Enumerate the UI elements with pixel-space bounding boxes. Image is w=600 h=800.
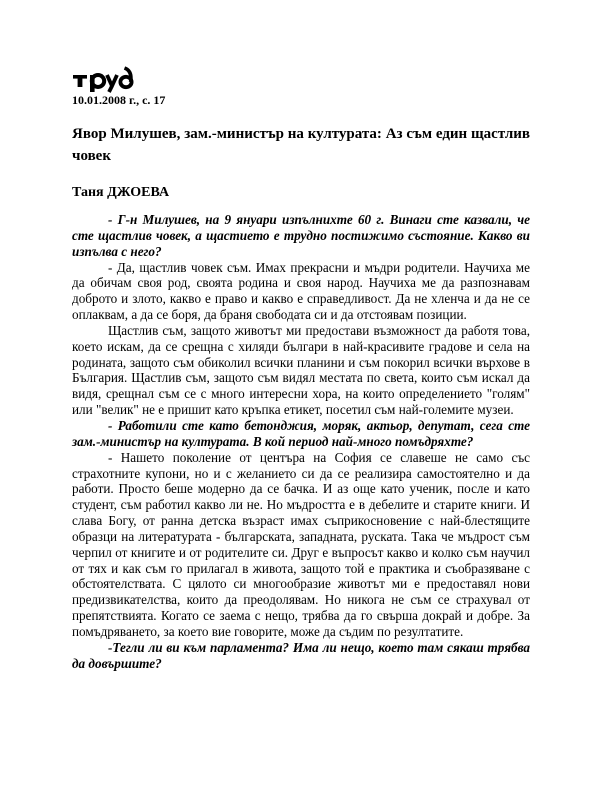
article-body [72, 212, 530, 671]
article-title: Явор Милушев, зам.-министър на културата: Аз съм един щастлив човек [72, 126, 530, 164]
interview-question: -Тегли ли ви към парламента? Има ли нещо, което там сякаш трябва да довършите? [72, 639, 530, 671]
interview-question: - Работили сте като бетонджия, моряк, актьор, депутат, сега сте зам.-министър на културата. В кой период най-много помъдряхте? [72, 417, 530, 449]
article-author: Таня ДЖОЕВА [72, 185, 170, 200]
trud-logo-icon [72, 66, 136, 94]
interview-answer: Щастлив съм, защото животът ми предостави възможност да работя това, което искам, да се срещна с хиляди българи в най-красивите градове и села на родината, защото съм обиколил всички планини и съм покорил всички върхове в България. Щастлив съм, защото съм видял местата по света, които съм искал да видя, срещнал съм се с много интересни хора, на които определението "голям" или "велик" не е пришит като кръпка етикет, посетил съм най-големите музеи. [72, 322, 530, 418]
interview-question: - Г-н Милушев, на 9 януари изпълнихте 60 г. Винаги сте казвали, че сте щастлив човек, а щастието е трудно постижимо състояние. Какво ви изпълва с него? [72, 212, 530, 259]
interview-answer: - Нашето поколение от центъра на София се славеше не само със страхотните купони, но и с желанието си да се реализира самостоятелно и да работи. Просто беше модерно да се бачка. И аз още като ученик, после и като студент, съм работил какво ли не. Но мъдростта е в дебелите и старите книги. И слава Богу, от ранна детска възраст имах съприкосновение с най-блестящите образци на литературата - българската, западната, руската. Така че мъдрост съм черпил от книгите и от родителите си. Друг е въпросът какво и колко съм научил от тях и как съм го прилагал в живота, защото той е практика и съобразяване с обстоятелствата. С цялото си многообразие животът ми е предоставял нови предизвикателства, които да преодолявам. Но никога не съм се страхувал от препятствията. Когато се заема с нещо, трябва да го свърша докрай и добре. За помъдряването, за което вие говорите, може да съдим по резултатите. [72, 449, 530, 639]
interview-answer: - Да, щастлив човек съм. Имах прекрасни и мъдри родители. Научиха ме да обичам своя род, своята родина и своя народ. Научиха ме да разпознавам доброто и злото, какво е право и какво е справедливост. Да не хленча и да не се оплаквам, а да се боря, да браня свободата си и да отстоявам позиции. [72, 259, 530, 323]
source-date-page: 10.01.2008 г., с. 17 [72, 93, 166, 107]
